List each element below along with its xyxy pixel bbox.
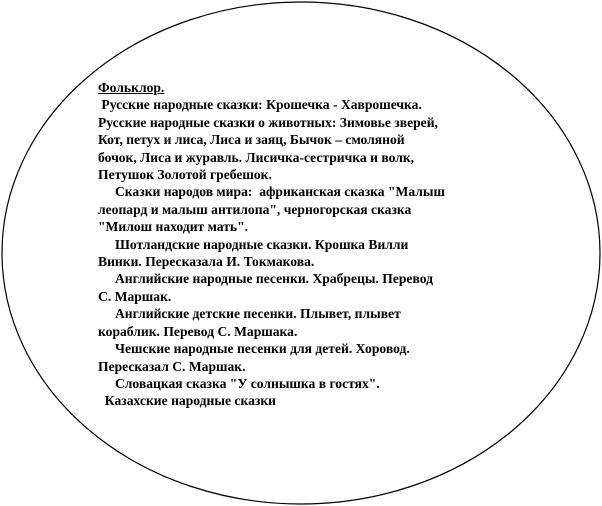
text-line: бочок, Лиса и журавль. Лисичка-сестричка и волк, bbox=[98, 149, 415, 165]
text-line: Петушок Золотой гребешок. bbox=[98, 167, 272, 183]
text-line: Шотландские народные сказки. Крошка Вилли bbox=[98, 236, 409, 252]
text-line: Сказки народов мира: африканская сказка "Малыш bbox=[98, 184, 446, 200]
text-line: Русские народные сказки: Крошечка - Хаврошечка. bbox=[98, 97, 422, 113]
text-line: Русские народные сказки о животных: Зимовье зверей, bbox=[98, 114, 438, 130]
heading-folklore: Фольклор. bbox=[98, 80, 165, 95]
text-line: леопард и малыш антилопа", черногорская сказка bbox=[98, 201, 412, 217]
folklore-text-block bbox=[98, 79, 518, 410]
text-line: Словацкая сказка "У солнышка в гостях". bbox=[98, 375, 380, 391]
text-line: Чешские народные песенки для детей. Хоровод. bbox=[98, 341, 410, 357]
text-line: кораблик. Перевод С. Маршака. bbox=[98, 323, 298, 339]
text-line: Кот, петух и лиса, Лиса и заяц, Бычок – смоляной bbox=[98, 132, 405, 148]
text-line: Казахские народные сказки bbox=[98, 393, 276, 409]
text-line: Винки. Пересказала И. Токмакова. bbox=[98, 254, 315, 270]
text-line: Пересказал С. Маршак. bbox=[98, 358, 246, 374]
text-line: Английские народные песенки. Храбрецы. Перевод bbox=[98, 271, 433, 287]
text-line: С. Маршак. bbox=[98, 288, 172, 304]
text-line: "Милош находит мать". bbox=[98, 219, 249, 235]
text-line: Английские детские песенки. Плывет, плывет bbox=[98, 306, 401, 322]
